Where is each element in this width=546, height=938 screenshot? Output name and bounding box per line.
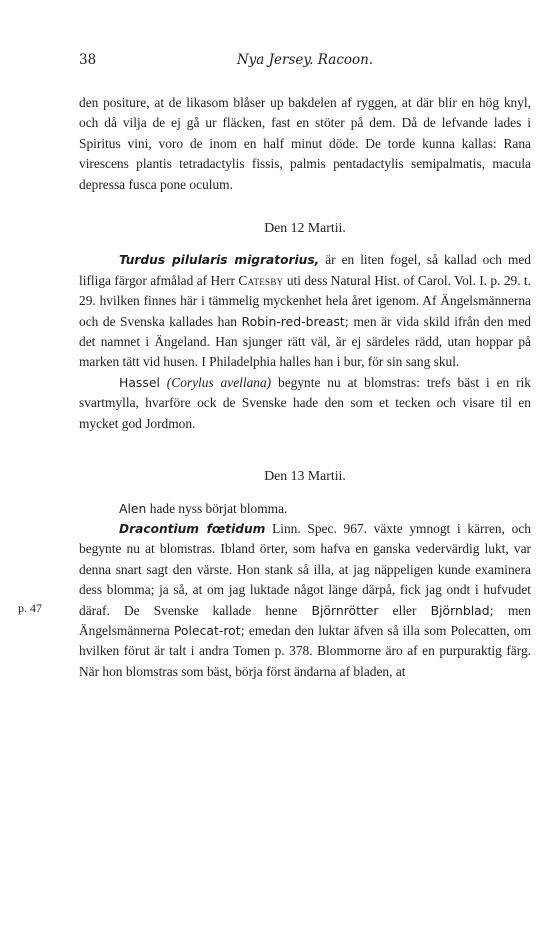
common-name-bjornrotter: Björnrötter <box>311 602 379 618</box>
date-heading-13-martii: Den 13 Martii. <box>264 468 346 484</box>
dracontium-text-3: men Ängelsmännerna <box>79 602 532 638</box>
turdus-text-2: uti dess Natural Hist. of Carol. Vol. I. p. 29. t. 29. hvilken finnes här i tämmelig myckenhet hela året igenom. Af Ängelsmännerna och de Svenska kallades han <box>79 272 532 329</box>
common-name-bjornblad: Björnblad; <box>430 602 494 618</box>
paragraph-rana: den positure, at de likasom blåser up bakdelen af ryggen, at där blir en hög knyl, och då vilja de ej gå ur fläcken, fast en stöter på dem. Då de lefvande lades i Spiritus vini, voro de inom en half minut döde. De torde kunna kallas: Rana virescens plantis tetradactylis fissis, palmis pentadactylis semipalmatis, macula depressa fusca pone oculum. <box>79 95 531 192</box>
dracontium-text-4: emedan den luktar äfven så illa som Polecatten, om hvilken förut är talt i andra Tomen p. 378. Blommorne äro af en purpuraktig färg. När hon blomstras som bäst, börja först ändarna af bladen, at <box>79 622 532 679</box>
common-name-robin: Robin-red-breast; <box>241 313 349 329</box>
dracontium-text-2: eller <box>378 602 431 618</box>
paragraph-alen <box>79 499 531 519</box>
page-number: 38 <box>79 52 97 68</box>
species-name-dracontium: Dracontium fœtidum <box>119 521 266 536</box>
margin-page-reference: p. 47 <box>18 601 42 615</box>
paragraph-turdus <box>79 250 531 372</box>
common-name-polecat-rot: Polecat-rot; <box>173 622 245 638</box>
turdus-text-3: men är vida skild ifrån den med det namnet i Ängeland. Han sjunger rätt väl, är ej särdeles rädd, utan hoppar på marken tätt vid husen. I Philadelphia halles han i bur, för sin sang skul. <box>79 313 531 370</box>
paragraph-dracontium <box>79 519 531 682</box>
running-title: Nya Jersey. Racoon. <box>236 52 374 68</box>
hassel-text: begynte nu at blomstras: trefs bäst i en rik svartmylla, hvarföre ock de Svenske hade den som et tecken och visare til en mycket god Jordmon. <box>79 374 531 431</box>
latin-name-corylus: (Corylus avellana) <box>166 374 272 390</box>
body-text <box>79 93 531 682</box>
author-catesby: Catesby <box>238 272 284 288</box>
species-name-alen: Alen <box>119 500 147 516</box>
alen-text: hade nyss börjat blomma. <box>146 500 288 516</box>
turdus-text-1: är en liten fogel, så kallad och med lifliga färgor afmålad af Herr <box>79 252 532 288</box>
dracontium-text-1: Linn. Spec. 967. växte ymnogt i kärren, och begynte nu at blomstras. Ibland örter, som hafva en ganska vedervärdig lukt, var denna snart sagt den värste. Hon stank så illa, at jag näppeligen kunde examinera dess blomma; ja så, at om jag luktade något länge därpå, fick jag ondt i hufvudet däraf. De Svenske kallade henne <box>79 520 531 618</box>
paragraph-hassel <box>79 373 531 434</box>
running-header <box>79 52 531 72</box>
species-name-hassel: Hassel <box>119 374 160 390</box>
species-name-turdus: Turdus pilularis migratorius, <box>119 253 320 268</box>
date-heading-12-martii: Den 12 Martii. <box>264 220 346 236</box>
